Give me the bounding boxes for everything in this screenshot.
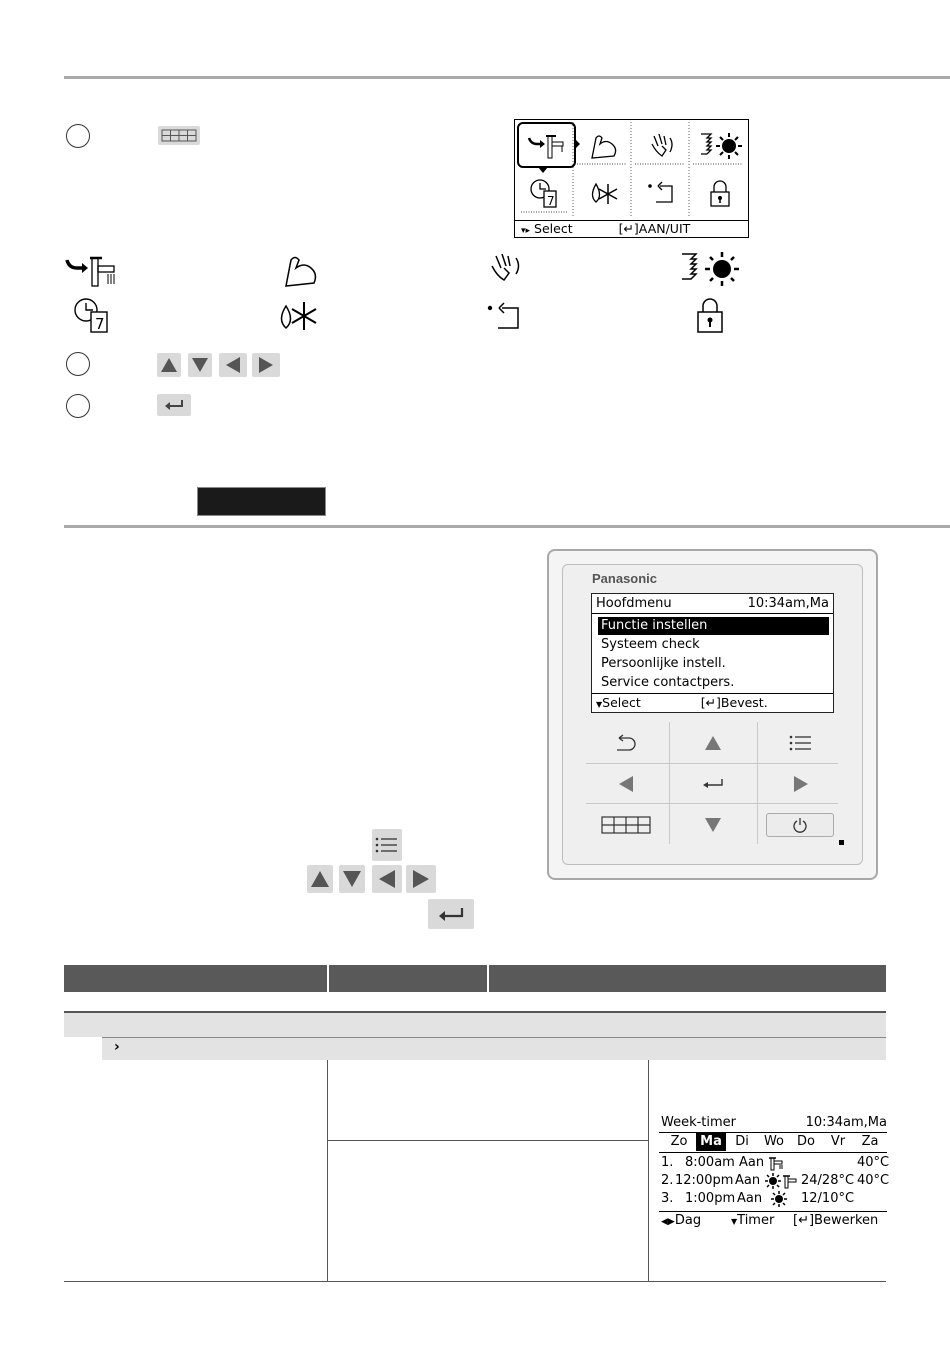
- left-key[interactable]: [372, 865, 402, 893]
- entry-temp: 40°C: [857, 1173, 890, 1188]
- menu-boost-icon[interactable]: [575, 122, 633, 170]
- entry-num: 1.: [661, 1155, 674, 1170]
- menu-weather-icon[interactable]: [691, 122, 749, 170]
- entry-state: Aan: [739, 1155, 765, 1170]
- remote-lcd: [591, 593, 834, 713]
- remote-down-button[interactable]: [669, 805, 757, 845]
- lcd-footer-confirm: Bevest.: [720, 695, 768, 710]
- down-arrow-icon: [343, 871, 361, 887]
- enter-icon: [437, 907, 465, 921]
- section-rule: [64, 525, 950, 528]
- left-key[interactable]: [219, 353, 247, 377]
- tap-water-icon: [526, 130, 566, 162]
- down-small-icon: ▼: [596, 700, 603, 709]
- up-arrow-icon: [161, 358, 177, 372]
- timer-entry[interactable]: [661, 1190, 887, 1208]
- menu-screen-footer: [515, 220, 748, 237]
- remote-left-button[interactable]: [582, 764, 670, 804]
- step-1-marker: [66, 124, 90, 148]
- right-arrow-icon: [413, 870, 429, 888]
- down-arrow-icon: [705, 818, 721, 832]
- day-tab[interactable]: Za: [861, 1134, 879, 1149]
- svg-text:7: 7: [547, 194, 555, 208]
- boost-icon: [280, 252, 322, 290]
- menu-quiet-icon[interactable]: [633, 122, 691, 170]
- footer-edit: Bewerken: [814, 1213, 879, 1228]
- back-button[interactable]: [582, 723, 670, 763]
- entry-state: Aan: [737, 1191, 763, 1206]
- chevron-right-icon: ›: [114, 1039, 120, 1055]
- lcd-footer: [596, 695, 829, 712]
- power-icon: [792, 817, 808, 833]
- power-button[interactable]: [766, 813, 834, 837]
- lock-icon: [692, 296, 728, 336]
- menu-key[interactable]: [158, 126, 200, 145]
- up-arrow-icon: [705, 736, 721, 750]
- day-tab[interactable]: Zo: [670, 1134, 688, 1149]
- list-icon: [375, 836, 399, 854]
- quiet-icon: [644, 130, 680, 162]
- lcd-menu-item[interactable]: Systeem check: [601, 637, 700, 652]
- top-rule: [64, 76, 950, 79]
- up-key[interactable]: [157, 353, 181, 377]
- lcd-header: [596, 596, 829, 613]
- right-key[interactable]: [406, 865, 436, 893]
- tap-water-icon: [767, 1155, 787, 1171]
- down-small-icon: ▼: [731, 1217, 738, 1226]
- list-icon: [789, 734, 813, 752]
- enter-key[interactable]: [428, 899, 474, 929]
- down-key[interactable]: [339, 865, 365, 893]
- day-tab[interactable]: Wo: [763, 1134, 785, 1149]
- grid-icon: [601, 816, 651, 834]
- table-header-col-1: [64, 965, 327, 992]
- tap-water-icon: [64, 252, 124, 288]
- left-arrow-icon: [379, 870, 395, 888]
- wt-divider: [659, 1152, 887, 1153]
- table-bottom-rule: [64, 1281, 886, 1282]
- week-timer-screen: [659, 1114, 890, 1234]
- lcd-title: Hoofdmenu: [596, 596, 672, 611]
- entry-num: 2.: [661, 1173, 674, 1188]
- lcd-menu-item[interactable]: Service contactpers.: [601, 675, 735, 690]
- table-header-col-3: [489, 965, 886, 992]
- menu-screen: [514, 119, 749, 238]
- enter-icon: [163, 399, 185, 411]
- weather-dependent-icon: [678, 250, 744, 288]
- remote-enter-button[interactable]: [669, 764, 757, 804]
- table-cell-divider: [327, 1140, 648, 1141]
- enter-key[interactable]: [157, 394, 191, 416]
- step-3-marker: [66, 394, 90, 418]
- week-timer-footer: [661, 1212, 887, 1230]
- entry-setting: 12/10°C: [801, 1191, 855, 1206]
- back-icon: [613, 733, 639, 753]
- sun-icon: [771, 1191, 789, 1207]
- step-2-marker: [66, 352, 90, 376]
- list-menu-key[interactable]: [372, 829, 402, 861]
- right-arrow-icon: [794, 776, 808, 792]
- remote-menu-grid-button[interactable]: [582, 805, 670, 845]
- enter-bracket-icon: [↵]: [793, 1213, 815, 1228]
- left-arrow-icon: [619, 776, 633, 792]
- day-selector: [661, 1133, 887, 1151]
- left-arrow-icon: [226, 357, 240, 373]
- antifreeze-icon: [274, 298, 322, 336]
- redacted-label-bar: [197, 487, 326, 516]
- day-tab[interactable]: Do: [797, 1134, 815, 1149]
- lcd-footer-select: Select: [602, 695, 641, 710]
- table-col-divider: [327, 1060, 328, 1282]
- footer-day: Dag: [674, 1213, 702, 1228]
- menu-return-icon[interactable]: [633, 170, 691, 218]
- antifreeze-icon: [586, 178, 622, 210]
- table-header-col-2: [329, 965, 487, 992]
- weekly-timer-icon: [528, 177, 564, 211]
- quiet-icon: [486, 252, 528, 288]
- lcd-divider: [592, 613, 833, 614]
- entry-time: 8:00am: [685, 1155, 735, 1170]
- sun-tap-icon: [765, 1173, 799, 1189]
- day-tab[interactable]: Vr: [830, 1134, 846, 1149]
- entry-time: 12:00pm: [675, 1173, 734, 1188]
- week-timer-time: 10:34am,Ma: [805, 1115, 887, 1130]
- up-key[interactable]: [307, 865, 333, 893]
- entry-temp: 40°C: [857, 1155, 890, 1170]
- down-arrow-icon: [192, 358, 208, 372]
- menu-tap-water-icon[interactable]: [517, 122, 575, 170]
- table-subcategory-row: [102, 1037, 886, 1060]
- return-icon: [644, 178, 680, 210]
- weather-dependent-icon: [697, 130, 743, 162]
- day-tab-selected[interactable]: Ma: [696, 1133, 726, 1151]
- menu-weekly-timer-icon[interactable]: [517, 170, 575, 218]
- up-arrow-icon: [311, 871, 329, 887]
- down-key[interactable]: [188, 353, 212, 377]
- table-category-row: [64, 1011, 886, 1037]
- boost-icon: [586, 130, 622, 162]
- return-icon: [486, 300, 526, 334]
- day-tab[interactable]: Di: [735, 1134, 749, 1149]
- menu-lock-icon[interactable]: [691, 170, 749, 218]
- menu-footer-select: Select: [534, 221, 573, 236]
- entry-setting: 24/28°C: [801, 1173, 855, 1188]
- lock-icon: [704, 178, 736, 210]
- timer-entry[interactable]: [661, 1154, 890, 1172]
- lcd-menu-item[interactable]: Functie instellen: [598, 617, 829, 635]
- enter-bracket-icon: [↵]: [700, 695, 721, 710]
- left-right-icon: ◀▶: [661, 1217, 675, 1227]
- enter-icon: [701, 778, 725, 790]
- grid-icon: [161, 129, 197, 142]
- weekly-timer-icon: [72, 296, 116, 336]
- entry-time: 1:00pm: [685, 1191, 736, 1206]
- svg-text:7: 7: [95, 315, 105, 333]
- week-timer-title: Week-timer: [661, 1115, 737, 1130]
- brand-logo: Panasonic: [592, 571, 658, 586]
- enter-bracket-icon: [↵]: [618, 221, 639, 236]
- footer-timer: Timer: [737, 1213, 775, 1228]
- lcd-menu-item[interactable]: Persoonlijke instell.: [601, 656, 726, 671]
- menu-footer-action: AAN/UIT: [638, 221, 691, 236]
- remote-up-button[interactable]: [669, 723, 757, 763]
- right-arrow-icon: [259, 357, 273, 373]
- lcd-footer-divider: [592, 693, 833, 694]
- lcd-time: 10:34am,Ma: [747, 596, 829, 611]
- power-led: [839, 840, 844, 845]
- entry-state: Aan: [735, 1173, 761, 1188]
- list-menu-button[interactable]: [757, 723, 845, 763]
- entry-num: 3.: [661, 1191, 674, 1206]
- remote-right-button[interactable]: [757, 764, 845, 804]
- right-key[interactable]: [252, 353, 280, 377]
- table-col-divider: [648, 1060, 649, 1282]
- timer-entry[interactable]: [661, 1172, 890, 1190]
- menu-antifreeze-icon[interactable]: [575, 170, 633, 218]
- select-arrows-icon: ▾▸: [521, 226, 531, 236]
